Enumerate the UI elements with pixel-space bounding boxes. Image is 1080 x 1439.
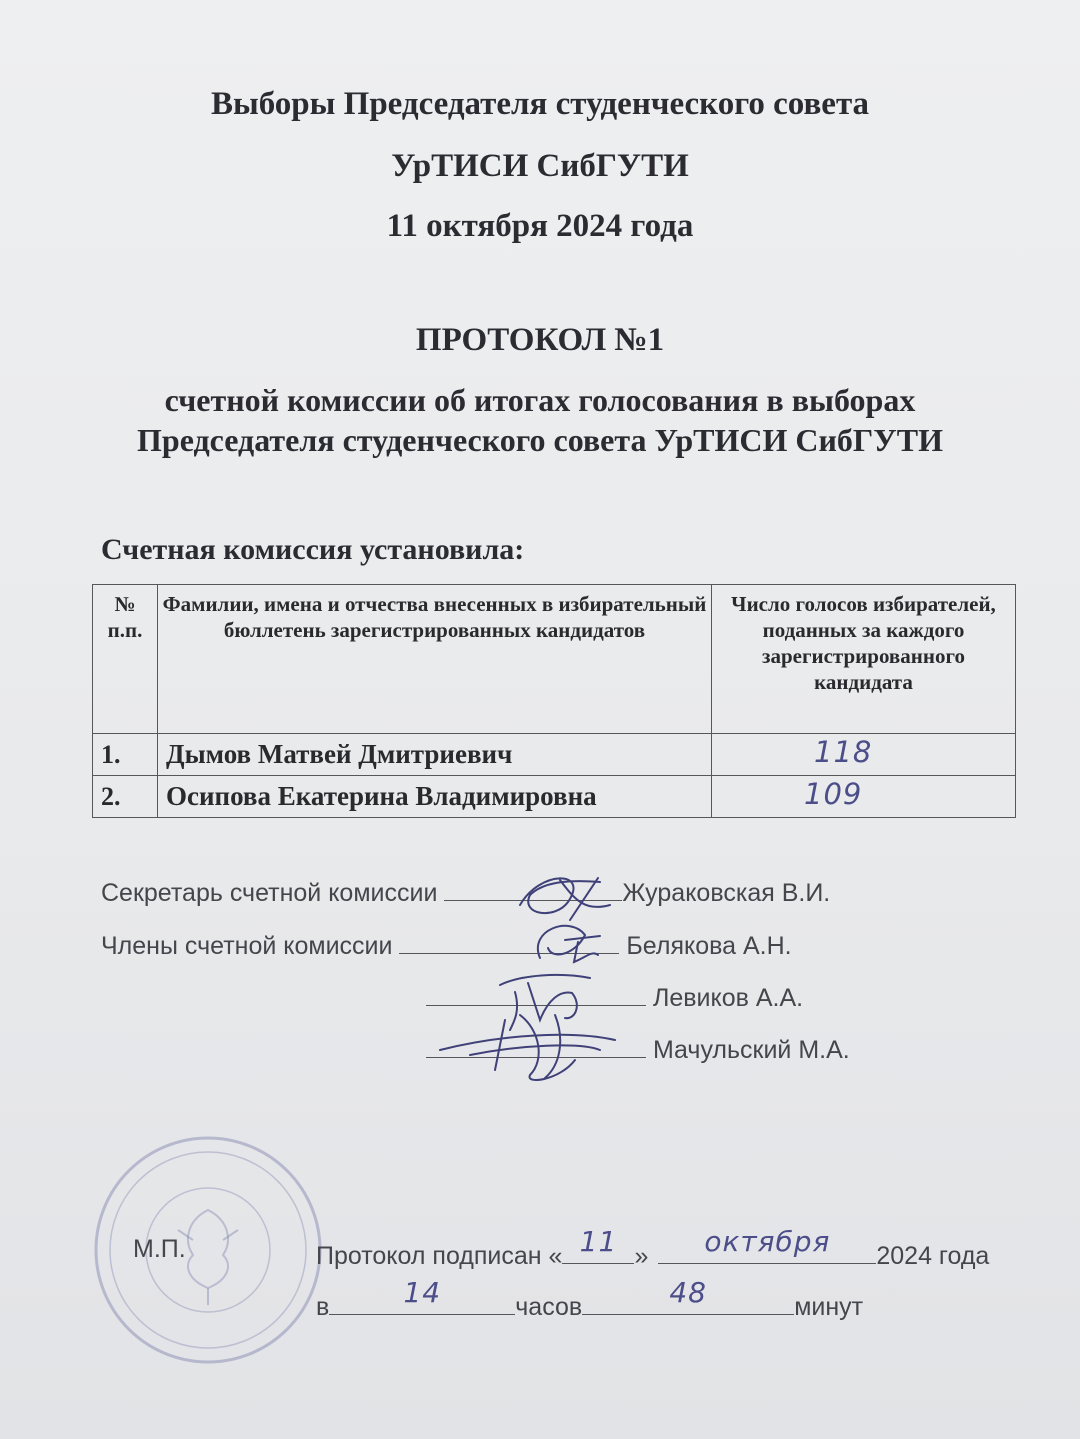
election-date: 11 октября 2024 года <box>386 208 694 244</box>
header-number: № п.п. <box>93 585 158 734</box>
signature-blank <box>444 900 622 901</box>
hours-label: часов <box>515 1293 583 1321</box>
signed-month-field <box>658 1225 876 1264</box>
vote-count-cell <box>712 734 1016 776</box>
stamp-place-label: М.П. <box>133 1235 186 1263</box>
row-number: 2. <box>93 776 158 818</box>
minutes-value: 48 <box>669 1276 707 1309</box>
minutes-field <box>582 1276 794 1315</box>
signed-month: октября <box>704 1225 831 1258</box>
signed-date-line <box>316 1225 1016 1271</box>
protocol-subtitle-line2: Председателя студенческого совета УрТИСИ СибГУТИ <box>137 422 943 458</box>
signed-day: 11 <box>579 1225 618 1258</box>
signature-blank <box>399 953 619 954</box>
signature-blank <box>426 1057 646 1058</box>
signed-time-line <box>316 1276 1016 1322</box>
protocol-subtitle-line1: счетной комиссии об итогах голосования в выборах <box>164 382 916 418</box>
table-row <box>93 776 1016 818</box>
table-header-row <box>93 585 1016 734</box>
secretary-name: Жураковская В.И. <box>622 879 831 907</box>
organization-name: УрТИСИ СибГУТИ <box>391 148 689 184</box>
table-row <box>93 734 1016 776</box>
candidate-name: Дымов Матвей Дмитриевич <box>158 734 712 776</box>
members-label: Члены счетной комиссии <box>101 932 393 960</box>
hours-field <box>329 1276 515 1315</box>
member-signature-line <box>101 932 792 961</box>
row-number: 1. <box>93 734 158 776</box>
vote-count: 118 <box>814 735 873 769</box>
hours-value: 14 <box>403 1276 442 1309</box>
member-name: Левиков А.А. <box>652 984 804 1012</box>
vote-count: 109 <box>804 777 863 811</box>
document-title: Выборы Председателя студенческого совета <box>210 86 870 122</box>
minutes-label: минут <box>794 1293 864 1321</box>
member-name: Мачульский М.А. <box>652 1036 850 1064</box>
member-signature-line <box>426 984 803 1013</box>
official-stamp <box>88 1130 328 1370</box>
candidate-name: Осипова Екатерина Владимировна <box>158 776 712 818</box>
secretary-label: Секретарь счетной комиссии <box>101 879 438 907</box>
signed-prefix: Протокол подписан « <box>316 1242 563 1270</box>
signature-blank <box>426 1005 646 1006</box>
signed-day-field <box>562 1225 634 1264</box>
results-table <box>92 584 1016 818</box>
commission-intro: Счетная комиссия установила: <box>101 533 525 566</box>
header-candidates: Фамилии, имена и отчества внесенных в избирательный бюллетень зарегистрированных кандидатов <box>158 585 712 734</box>
header-votes: Число голосов избирателей, поданных за каждого зарегистрированного кандидата <box>712 585 1016 734</box>
vote-count-cell <box>712 776 1016 818</box>
signed-mid: » <box>634 1242 649 1270</box>
secretary-signature-line <box>101 879 830 908</box>
member-name: Белякова А.Н. <box>626 932 792 960</box>
protocol-title: ПРОТОКОЛ №1 <box>415 322 665 358</box>
signed-year: 2024 года <box>876 1242 990 1270</box>
time-prefix: в <box>316 1293 330 1321</box>
member-signature-line <box>426 1036 850 1065</box>
